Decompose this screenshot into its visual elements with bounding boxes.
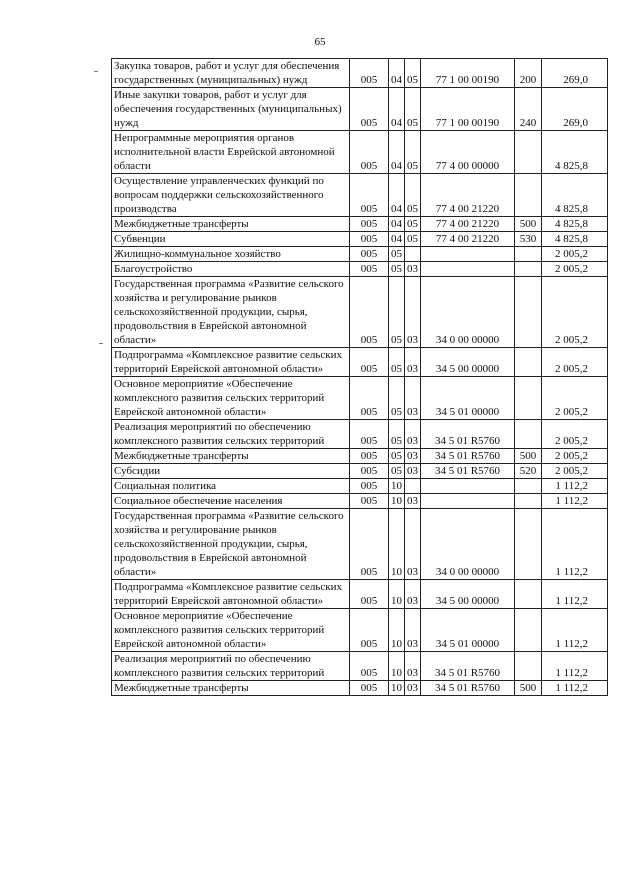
subsection-code-cell: 03 <box>405 348 421 377</box>
section-code-cell: 10 <box>389 479 405 494</box>
row-name-cell: Реализация мероприятий по обеспечению комплексного развития сельских территорий <box>112 420 350 449</box>
target-article-cell: 77 1 00 00190 <box>421 88 515 131</box>
subsection-code-cell: 05 <box>405 59 421 88</box>
table-row <box>112 217 608 232</box>
subsection-code-cell: 05 <box>405 217 421 232</box>
subsection-code-cell: 03 <box>405 681 421 696</box>
scan-margin-mark <box>94 71 98 72</box>
amount-cell: 2 005,2 <box>542 449 608 464</box>
subsection-code-cell: 03 <box>405 580 421 609</box>
table-row <box>112 377 608 420</box>
expense-type-cell <box>515 609 542 652</box>
subsection-code-cell: 03 <box>405 449 421 464</box>
amount-cell: 1 112,2 <box>542 494 608 509</box>
subsection-code-cell: 03 <box>405 377 421 420</box>
row-name-cell: Подпрограмма «Комплексное развитие сельских территорий Еврейской автономной области» <box>112 580 350 609</box>
target-article-cell: 77 4 00 00000 <box>421 131 515 174</box>
section-code-cell: 10 <box>389 609 405 652</box>
row-name-cell: Субсидии <box>112 464 350 479</box>
target-article-cell: 34 0 00 00000 <box>421 509 515 580</box>
row-name-cell: Подпрограмма «Комплексное развитие сельских территорий Еврейской автономной области» <box>112 348 350 377</box>
table-row <box>112 247 608 262</box>
amount-cell: 4 825,8 <box>542 232 608 247</box>
table-row <box>112 232 608 247</box>
section-code-cell: 05 <box>389 420 405 449</box>
row-name-cell: Основное мероприятие «Обеспечение комплексного развития сельских территорий Еврейской автономной области» <box>112 377 350 420</box>
row-name-cell: Социальная политика <box>112 479 350 494</box>
row-name-cell: Непрограммные мероприятия органов исполнительной власти Еврейской автономной области <box>112 131 350 174</box>
ministry-code-cell: 005 <box>350 277 389 348</box>
expense-type-cell: 530 <box>515 232 542 247</box>
section-code-cell: 10 <box>389 652 405 681</box>
target-article-cell: 34 5 01 R5760 <box>421 681 515 696</box>
row-name-cell: Реализация мероприятий по обеспечению комплексного развития сельских территорий <box>112 652 350 681</box>
ministry-code-cell: 005 <box>350 348 389 377</box>
amount-cell: 1 112,2 <box>542 479 608 494</box>
subsection-code-cell: 03 <box>405 277 421 348</box>
subsection-code-cell: 05 <box>405 88 421 131</box>
ministry-code-cell: 005 <box>350 652 389 681</box>
ministry-code-cell: 005 <box>350 420 389 449</box>
row-name-cell: Государственная программа «Развитие сельского хозяйства и регулирование рынков сельскохозяйственной продукции, сырья, продовольствия в Еврейской автономной области» <box>112 509 350 580</box>
ministry-code-cell: 005 <box>350 449 389 464</box>
row-name-cell: Социальное обеспечение населения <box>112 494 350 509</box>
expense-type-cell <box>515 131 542 174</box>
row-name-cell: Благоустройство <box>112 262 350 277</box>
ministry-code-cell: 005 <box>350 580 389 609</box>
section-code-cell: 05 <box>389 247 405 262</box>
target-article-cell: 34 0 00 00000 <box>421 277 515 348</box>
table-row <box>112 277 608 348</box>
ministry-code-cell: 005 <box>350 377 389 420</box>
expense-type-cell: 240 <box>515 88 542 131</box>
section-code-cell: 04 <box>389 131 405 174</box>
page-number: 65 <box>314 36 326 48</box>
table-row <box>112 174 608 217</box>
table-row <box>112 479 608 494</box>
section-code-cell: 04 <box>389 232 405 247</box>
section-code-cell: 04 <box>389 217 405 232</box>
target-article-cell: 34 5 01 00000 <box>421 609 515 652</box>
section-code-cell: 04 <box>389 174 405 217</box>
subsection-code-cell: 05 <box>405 232 421 247</box>
table-row <box>112 464 608 479</box>
table-row <box>112 348 608 377</box>
expense-type-cell <box>515 479 542 494</box>
expense-type-cell <box>515 509 542 580</box>
subsection-code-cell <box>405 247 421 262</box>
amount-cell: 1 112,2 <box>542 509 608 580</box>
target-article-cell: 34 5 01 00000 <box>421 377 515 420</box>
amount-cell: 2 005,2 <box>542 247 608 262</box>
amount-cell: 269,0 <box>542 59 608 88</box>
amount-cell: 2 005,2 <box>542 277 608 348</box>
expense-type-cell <box>515 348 542 377</box>
ministry-code-cell: 005 <box>350 681 389 696</box>
amount-cell: 2 005,2 <box>542 377 608 420</box>
amount-cell: 1 112,2 <box>542 609 608 652</box>
target-article-cell: 34 5 01 R5760 <box>421 464 515 479</box>
table-row <box>112 420 608 449</box>
ministry-code-cell: 005 <box>350 247 389 262</box>
subsection-code-cell <box>405 479 421 494</box>
section-code-cell: 10 <box>389 509 405 580</box>
section-code-cell: 05 <box>389 464 405 479</box>
target-article-cell <box>421 262 515 277</box>
target-article-cell: 34 5 00 00000 <box>421 580 515 609</box>
expense-type-cell <box>515 494 542 509</box>
amount-cell: 2 005,2 <box>542 262 608 277</box>
section-code-cell: 04 <box>389 59 405 88</box>
amount-cell: 2 005,2 <box>542 420 608 449</box>
target-article-cell: 34 5 01 R5760 <box>421 449 515 464</box>
section-code-cell: 04 <box>389 88 405 131</box>
scan-margin-mark <box>99 343 103 344</box>
subsection-code-cell: 03 <box>405 420 421 449</box>
table-row <box>112 652 608 681</box>
section-code-cell: 05 <box>389 348 405 377</box>
section-code-cell: 05 <box>389 262 405 277</box>
ministry-code-cell: 005 <box>350 217 389 232</box>
table-row <box>112 509 608 580</box>
amount-cell: 4 825,8 <box>542 174 608 217</box>
expense-type-cell <box>515 420 542 449</box>
target-article-cell <box>421 247 515 262</box>
ministry-code-cell: 005 <box>350 174 389 217</box>
section-code-cell: 05 <box>389 277 405 348</box>
row-name-cell: Основное мероприятие «Обеспечение комплексного развития сельских территорий Еврейской автономной области» <box>112 609 350 652</box>
subsection-code-cell: 03 <box>405 494 421 509</box>
expense-type-cell: 520 <box>515 464 542 479</box>
ministry-code-cell: 005 <box>350 494 389 509</box>
table-row <box>112 131 608 174</box>
section-code-cell: 10 <box>389 681 405 696</box>
subsection-code-cell: 03 <box>405 609 421 652</box>
amount-cell: 1 112,2 <box>542 681 608 696</box>
table-row <box>112 262 608 277</box>
target-article-cell: 34 5 01 R5760 <box>421 420 515 449</box>
subsection-code-cell: 05 <box>405 174 421 217</box>
section-code-cell: 10 <box>389 580 405 609</box>
table-row <box>112 494 608 509</box>
ministry-code-cell: 005 <box>350 479 389 494</box>
amount-cell: 2 005,2 <box>542 348 608 377</box>
table-body <box>112 59 608 696</box>
expense-type-cell <box>515 277 542 348</box>
table-row <box>112 580 608 609</box>
expense-type-cell: 500 <box>515 449 542 464</box>
ministry-code-cell: 005 <box>350 232 389 247</box>
subsection-code-cell: 03 <box>405 509 421 580</box>
target-article-cell: 77 4 00 21220 <box>421 232 515 247</box>
target-article-cell: 77 4 00 21220 <box>421 174 515 217</box>
section-code-cell: 10 <box>389 494 405 509</box>
expense-type-cell <box>515 377 542 420</box>
row-name-cell: Осуществление управленческих функций по вопросам поддержки сельскохозяйственного производства <box>112 174 350 217</box>
ministry-code-cell: 005 <box>350 609 389 652</box>
expense-type-cell: 200 <box>515 59 542 88</box>
ministry-code-cell: 005 <box>350 509 389 580</box>
table-row <box>112 609 608 652</box>
amount-cell: 1 112,2 <box>542 580 608 609</box>
target-article-cell: 77 4 00 21220 <box>421 217 515 232</box>
expense-type-cell <box>515 652 542 681</box>
row-name-cell: Жилищно-коммунальное хозяйство <box>112 247 350 262</box>
expense-type-cell <box>515 262 542 277</box>
ministry-code-cell: 005 <box>350 59 389 88</box>
ministry-code-cell: 005 <box>350 262 389 277</box>
expense-type-cell: 500 <box>515 681 542 696</box>
budget-allocation-table <box>111 58 608 696</box>
target-article-cell: 34 5 01 R5760 <box>421 652 515 681</box>
amount-cell: 4 825,8 <box>542 131 608 174</box>
expense-type-cell <box>515 580 542 609</box>
expense-type-cell: 500 <box>515 217 542 232</box>
target-article-cell: 34 5 00 00000 <box>421 348 515 377</box>
amount-cell: 1 112,2 <box>542 652 608 681</box>
ministry-code-cell: 005 <box>350 88 389 131</box>
expense-type-cell <box>515 174 542 217</box>
subsection-code-cell: 03 <box>405 652 421 681</box>
ministry-code-cell: 005 <box>350 131 389 174</box>
table-row <box>112 88 608 131</box>
amount-cell: 4 825,8 <box>542 217 608 232</box>
table-row <box>112 59 608 88</box>
row-name-cell: Межбюджетные трансферты <box>112 449 350 464</box>
row-name-cell: Иные закупки товаров, работ и услуг для обеспечения государственных (муниципальных) нужд <box>112 88 350 131</box>
section-code-cell: 05 <box>389 377 405 420</box>
amount-cell: 2 005,2 <box>542 464 608 479</box>
row-name-cell: Закупка товаров, работ и услуг для обеспечения государственных (муниципальных) нужд <box>112 59 350 88</box>
target-article-cell <box>421 479 515 494</box>
expense-type-cell <box>515 247 542 262</box>
subsection-code-cell: 03 <box>405 262 421 277</box>
table-row <box>112 681 608 696</box>
row-name-cell: Межбюджетные трансферты <box>112 681 350 696</box>
subsection-code-cell: 05 <box>405 131 421 174</box>
row-name-cell: Межбюджетные трансферты <box>112 217 350 232</box>
subsection-code-cell: 03 <box>405 464 421 479</box>
row-name-cell: Государственная программа «Развитие сельского хозяйства и регулирование рынков сельскохозяйственной продукции, сырья, продовольствия в Еврейской автономной области» <box>112 277 350 348</box>
target-article-cell: 77 1 00 00190 <box>421 59 515 88</box>
row-name-cell: Субвенции <box>112 232 350 247</box>
target-article-cell <box>421 494 515 509</box>
table-row <box>112 449 608 464</box>
section-code-cell: 05 <box>389 449 405 464</box>
ministry-code-cell: 005 <box>350 464 389 479</box>
amount-cell: 269,0 <box>542 88 608 131</box>
